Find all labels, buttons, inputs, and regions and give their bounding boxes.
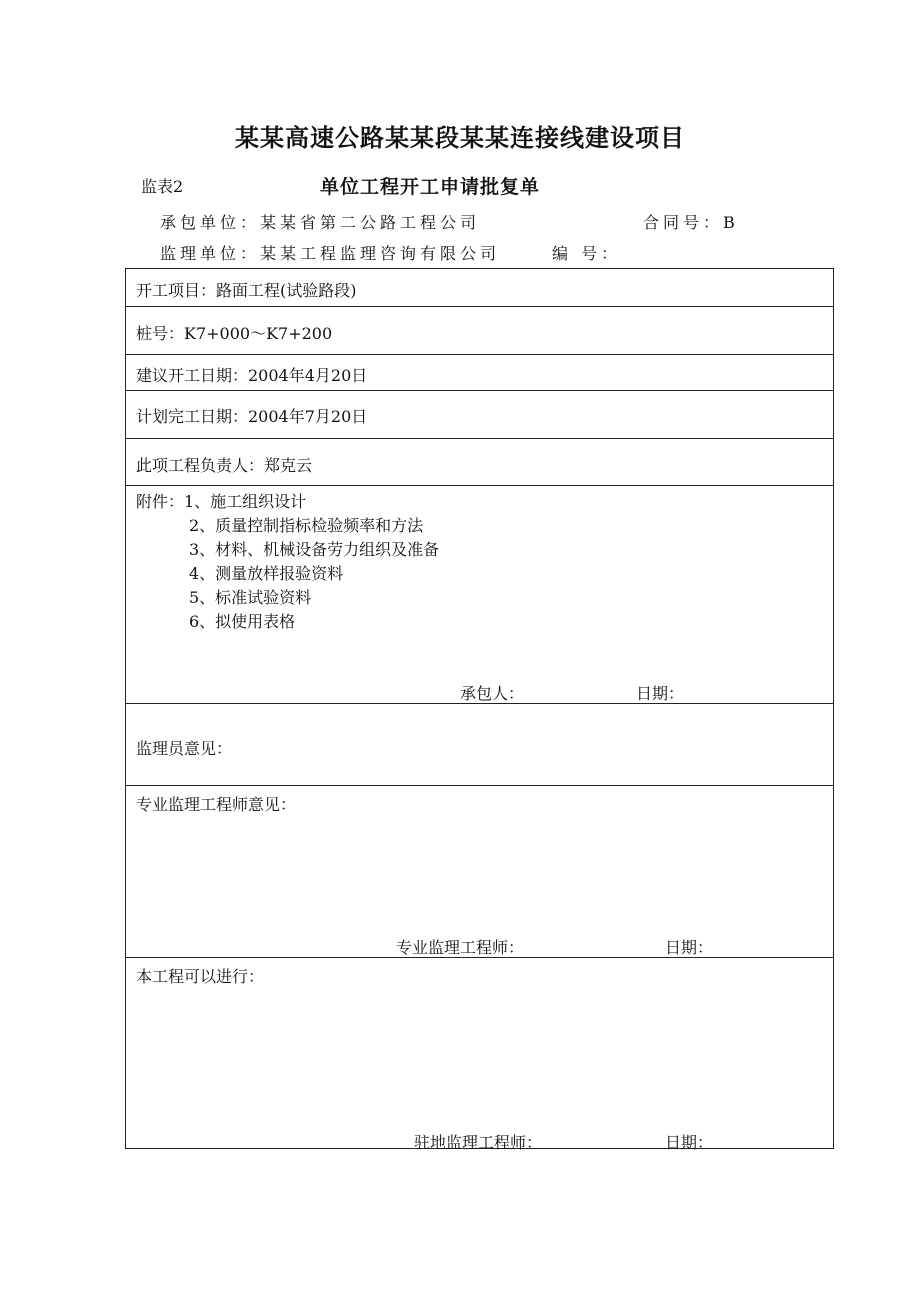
attachment-item: 3、材料、机械设备劳力组织及准备 [189,540,440,559]
row-manager [126,438,833,485]
attachment-item: 6、拟使用表格 [189,612,296,631]
attachment-item: 1、施工组织设计 [184,492,307,511]
resident-sign-label: 驻地监理工程师： [414,1133,543,1152]
row-resident-approval [126,957,833,1150]
row-stake [126,306,833,354]
contractor-sign-label: 承包人： [460,684,525,703]
finish-date-text: 计划完工日期：2004年7月20日 [136,407,368,426]
resident-approval-label: 本工程可以进行： [136,967,265,986]
contractor-unit: 承包单位：某某省第二公路工程公司 [160,213,481,232]
specialist-sign-label: 专业监理工程师： [396,938,525,957]
row-finish-date [126,390,833,438]
row-inspector-opinion [126,703,833,785]
form-number: 监表2 [141,177,184,196]
attachment-item: 4、测量放样报验资料 [189,564,344,583]
contract-number: 合同号：B [643,213,739,232]
row-attachments [126,485,833,703]
inspector-opinion-label: 监理员意见： [136,739,233,758]
row-start-item [126,269,833,306]
row-specialist-opinion [126,785,833,957]
serial-number: 编 号： [552,244,622,263]
start-item-text: 开工项目：路面工程(试验路段) [136,281,357,300]
supervisor-unit: 监理单位：某某工程监理咨询有限公司 [160,244,501,263]
attachments-label: 附件： [136,492,185,511]
row-start-date [126,354,833,390]
form-title: 单位工程开工申请批复单 [320,176,541,198]
stake-text: 桩号：K7+000～K7+200 [136,324,333,343]
resident-date-label: 日期： [665,1133,714,1152]
approval-form-table [125,268,834,1152]
specialist-date-label: 日期： [665,938,714,957]
start-date-text: 建议开工日期：2004年4月20日 [136,366,368,385]
attachment-item: 2、质量控制指标检验频率和方法 [189,516,424,535]
project-title: 某某高速公路某某段某某连接线建设项目 [235,124,685,152]
specialist-opinion-label: 专业监理工程师意见： [136,795,297,814]
contractor-date-label: 日期： [636,684,685,703]
attachment-item: 5、标准试验资料 [189,588,312,607]
manager-text: 此项工程负责人：郑克云 [136,456,313,475]
